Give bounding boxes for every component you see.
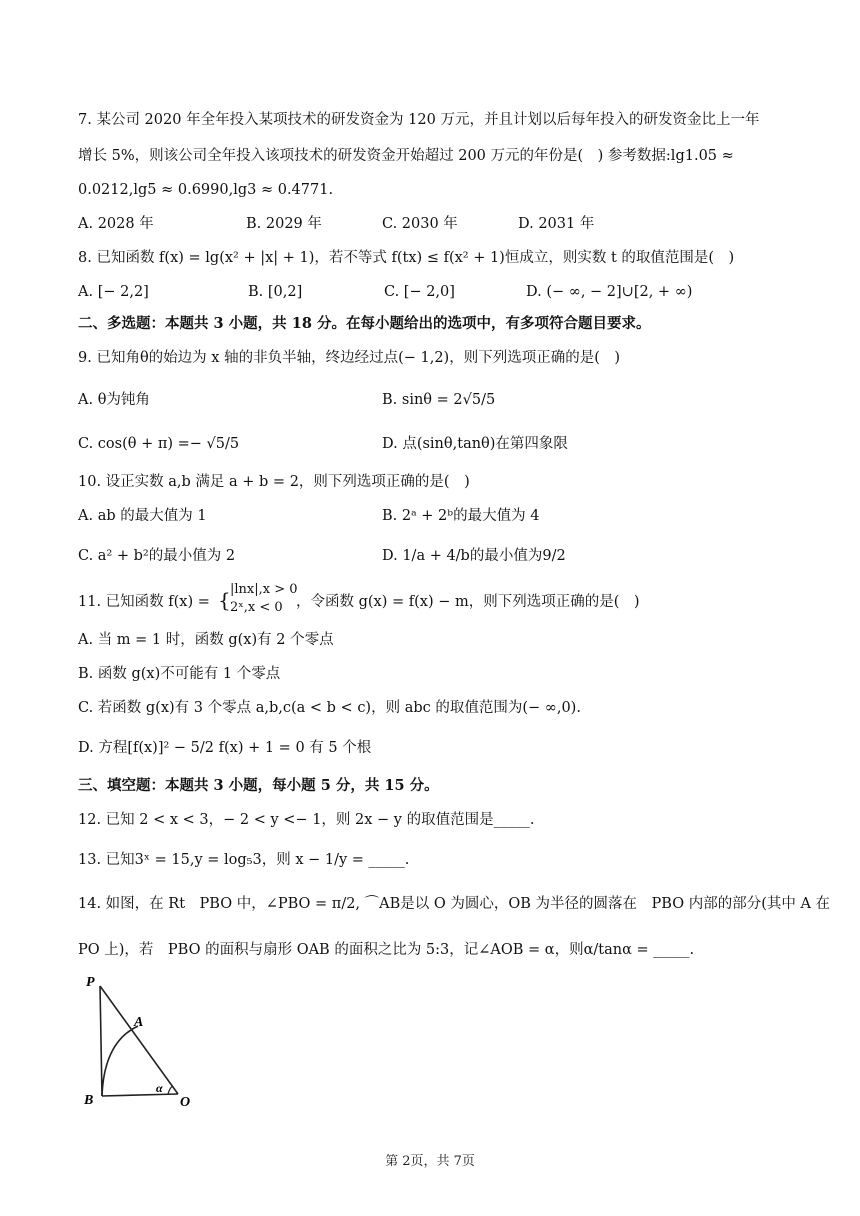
label-o: O — [180, 1095, 191, 1110]
geometry-figure — [80, 972, 210, 1112]
q11-stem-pre: 11. 已知函数 f(x) = — [78, 594, 210, 610]
segment-po — [100, 986, 178, 1094]
q14-line2: PO 上)，若 PBO 的面积与扇形 OAB 的面积之比为 5:3，记∠AOB = α，则α/tanα = _____. — [78, 942, 695, 958]
q9-option-a: A. θ为钝角 — [78, 392, 150, 408]
q10-stem: 10. 设正实数 a,b 满足 a + b = 2，则下列选项正确的是( ) — [78, 474, 470, 490]
section-2-heading: 二、多选题：本题共 3 小题，共 18 分。在每小题给出的选项中，有多项符合题目要求。 — [78, 315, 651, 332]
q9-option-c: C. cos(θ + π) =− √5/5 — [78, 436, 240, 452]
q11-option-c: C. 若函数 g(x)有 3 个零点 a,b,c(a < b < c)，则 abc 的取值范围为(− ∞,0). — [78, 700, 581, 716]
q9-option-b: B. sinθ = 2√5/5 — [382, 392, 496, 408]
q8-option-b: B. [0,2] — [248, 284, 303, 300]
q8-option-d: D. (− ∞, − 2]∪[2, + ∞) — [526, 284, 693, 300]
q10-option-a: A. ab 的最大值为 1 — [78, 508, 207, 524]
q9-option-d: D. 点(sinθ,tanθ)在第四象限 — [382, 436, 568, 452]
q11-stem-post: ，令函数 g(x) = f(x) − m，则下列选项正确的是( ) — [296, 594, 640, 610]
q7-option-a: A. 2028 年 — [78, 216, 154, 232]
label-p: P — [86, 975, 95, 990]
q11-case-1: |lnx|,x > 0 — [230, 582, 298, 597]
segment-pb — [100, 986, 102, 1096]
q11-brace: { — [218, 588, 231, 612]
q7-line3: 0.0212,lg5 ≈ 0.6990,lg3 ≈ 0.4771. — [78, 182, 334, 198]
label-a: A — [134, 1015, 144, 1030]
q11-option-b: B. 函数 g(x)不可能有 1 个零点 — [78, 666, 281, 682]
q13-text: 13. 已知3ˣ = 15,y = log₅3，则 x − 1/y = _____. — [78, 852, 410, 868]
q7-option-c: C. 2030 年 — [382, 216, 458, 232]
q7-line1: 7. 某公司 2020 年全年投入某项技术的研发资金为 120 万元，并且计划以后每年投入的研发资金比上一年 — [78, 112, 760, 128]
q10-option-d: D. 1/a + 4/b的最小值为9/2 — [382, 548, 566, 564]
q11-option-a: A. 当 m = 1 时，函数 g(x)有 2 个零点 — [78, 632, 334, 648]
q8-stem: 8. 已知函数 f(x) = lg(x² + |x| + 1)，若不等式 f(tx) ≤ f(x² + 1)恒成立，则实数 t 的取值范围是( ) — [78, 250, 735, 266]
arc-ab — [102, 1026, 138, 1096]
q11-case-2: 2ˣ,x < 0 — [230, 600, 283, 615]
q7-line2: 增长 5%，则该公司全年投入该项技术的研发资金开始超过 200 万元的年份是( ) 参考数据:lg1.05 ≈ — [78, 148, 734, 164]
section-3-heading: 三、填空题：本题共 3 小题，每小题 5 分，共 15 分。 — [78, 777, 439, 794]
q7-option-d: D. 2031 年 — [518, 216, 595, 232]
q14-line1: 14. 如图，在 Rt PBO 中，∠PBO = π/2, ⌒AB是以 O 为圆心，OB 为半径的圆落在 PBO 内部的部分(其中 A 在 — [78, 896, 831, 912]
label-b: B — [84, 1093, 94, 1108]
segment-bo — [102, 1094, 178, 1096]
q8-option-a: A. [− 2,2] — [78, 284, 149, 300]
q7-option-b: B. 2029 年 — [246, 216, 322, 232]
q10-option-c: C. a² + b²的最小值为 2 — [78, 548, 236, 564]
q8-option-c: C. [− 2,0] — [384, 284, 455, 300]
q12-text: 12. 已知 2 < x < 3，− 2 < y <− 1，则 2x − y 的取值范围是_____. — [78, 812, 535, 828]
q11-option-d: D. 方程[f(x)]² − 5/2 f(x) + 1 = 0 有 5 个根 — [78, 740, 372, 756]
q10-option-b: B. 2ᵃ + 2ᵇ的最大值为 4 — [382, 508, 540, 524]
q9-stem: 9. 已知角θ的始边为 x 轴的非负半轴，终边经过点(− 1,2)，则下列选项正确的是( ) — [78, 350, 621, 366]
label-alpha: α — [156, 1081, 163, 1095]
page-footer: 第 2页，共 7页 — [385, 1154, 475, 1169]
